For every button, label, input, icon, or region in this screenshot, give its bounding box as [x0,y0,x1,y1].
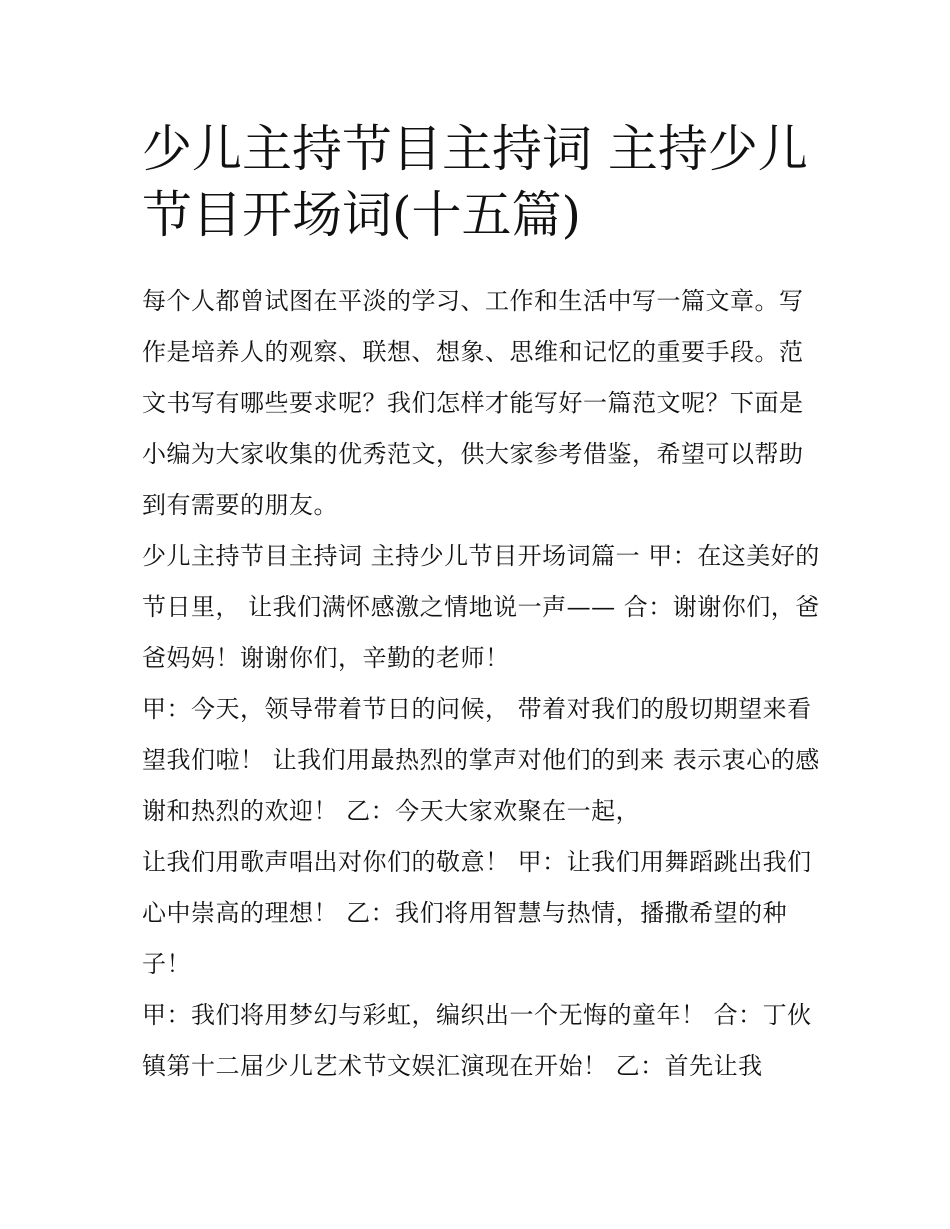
document-body [142,276,822,1092]
paragraph-intro: 每个人都曾试图在平淡的学习、工作和生活中写一篇文章。写作是培养人的观察、联想、想象、思维和记忆的重要手段。范文书写有哪些要求呢？我们怎样才能写好一篇范文呢？下面是小编为大家收集的优秀范文，供大家参考借鉴，希望可以帮助到有需要的朋友。 [142,287,804,519]
paragraph-song: 让我们用歌声唱出对你们的敬意！ 甲：让我们用舞蹈跳出我们心中崇高的理想！ 乙：我们将用智慧与热情，播撒希望的种子！ [142,848,812,978]
paragraph-opening: 少儿主持节目主持词 主持少儿节目开场词篇一 甲：在这美好的节日里， 让我们满怀感激之情地说一声—— 合：谢谢你们，爸爸妈妈！谢谢你们，辛勤的老师！ [142,542,820,672]
paragraph-welcome: 甲：今天，领导带着节日的问候， 带着对我们的殷切期望来看望我们啦！ 让我们用最热烈的掌声对他们的到来 表示衷心的感谢和热烈的欢迎！ 乙：今天大家欢聚在一起， [142,695,820,825]
document-title: 少儿主持节目主持词 主持少儿节目开场词(十五篇) [142,120,808,244]
paragraph-start: 甲：我们将用梦幻与彩虹，编织出一个无悔的童年！ 合：丁伙镇第十二届少儿艺术节文娱汇演现在开始！ 乙：首先让我 [142,1001,812,1080]
